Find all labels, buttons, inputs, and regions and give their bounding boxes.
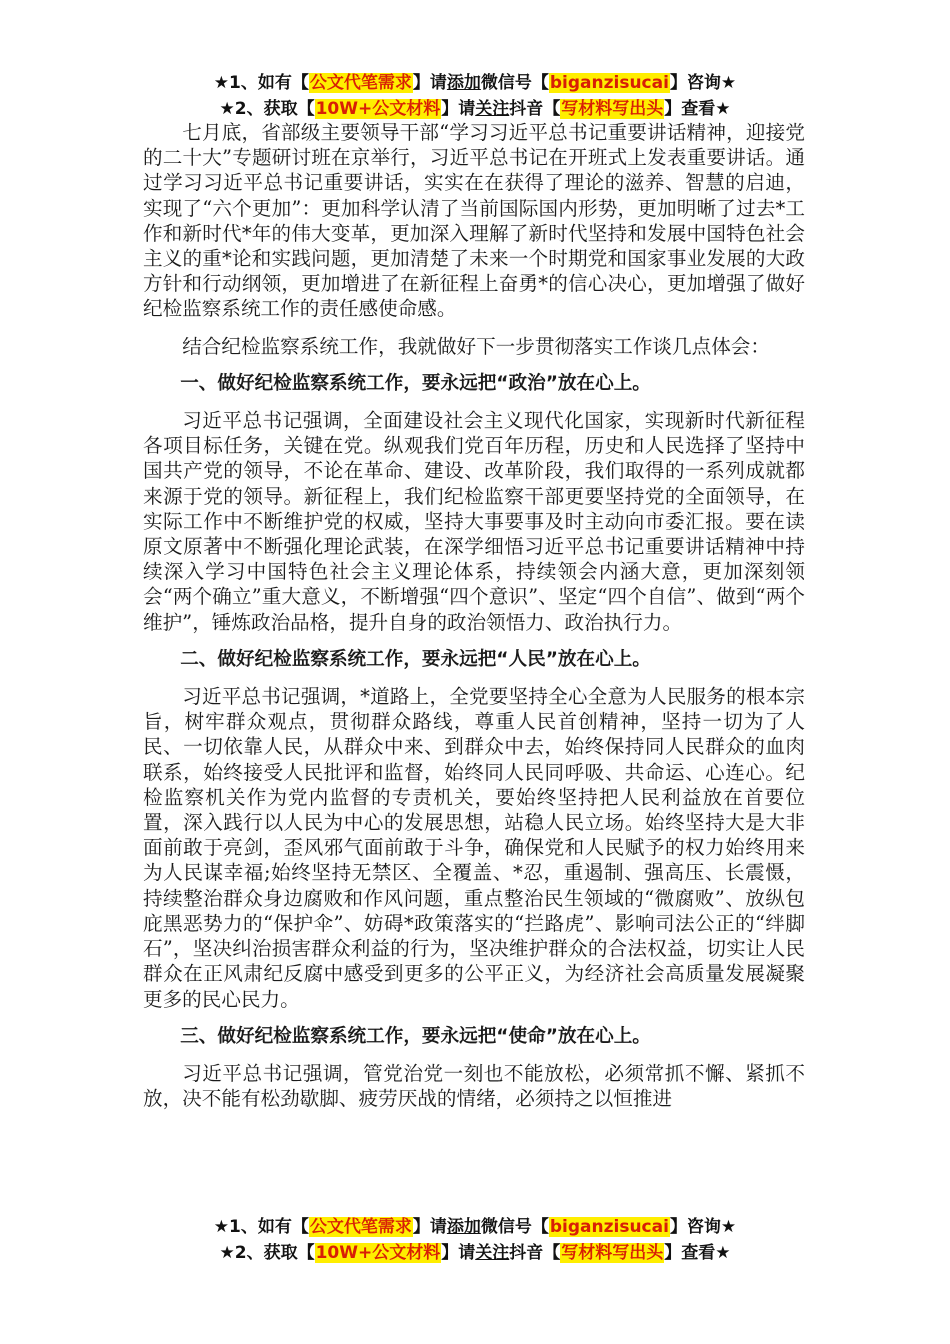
promo-prefix: ★1、如有【 [213,1217,309,1237]
promo-suffix: 】查看★ [664,1243,731,1263]
promo-douyin-id: 写材料写出头 [561,1243,664,1263]
document-body [143,120,805,1111]
promo-prefix: ★1、如有【 [213,73,309,93]
promo-line-1-bottom [0,1214,950,1240]
promo-line-2-bottom [0,1240,950,1266]
promo-suffix: 】咨询★ [669,1217,737,1237]
intro-paragraph: 七月底，省部级主要领导干部“学习习近平总书记重要讲话精神，迎接党的二十大”专题研讨班在京举行，习近平总书记在开班式上发表重要讲话。通过学习习近平总书记重要讲话，实实在在获得了理论的滋养、智慧的启迪，实现了“六个更加”：更加科学认清了当前国际国内形势，更加明晰了过去*工作和新时代*年的伟大变革，更加深入理解了新时代坚持和发展中国特色社会主义的重*论和实践问题，更加清楚了未来一个时期党和国家事业发展的大政方针和行动纲领，更加增进了在新征程上奋勇*的信心决心，更加增强了做好纪检监察系统工作的责任感使命感。 [143,121,805,321]
promo-prefix: ★2、获取【 [219,1243,315,1263]
promo-highlight: 10W+公文材料 [315,99,441,119]
section-3-paragraph: 习近平总书记强调，管党治党一刻也不能放松，必须常抓不懈、紧抓不放，决不能有松劲歇脚、疲劳厌战的情绪，必须持之以恒推进 [143,1061,805,1111]
promo-emphasis: 添加 [446,73,481,93]
promo-suffix: 】查看★ [664,99,731,119]
promo-highlight: 公文代笔需求 [309,1217,412,1237]
promo-text: 微信号【 [480,73,549,93]
promo-line-2-top [0,96,950,122]
promo-emphasis: 添加 [446,1217,481,1237]
section-2-paragraph: 习近平总书记强调，*道路上，全党要坚持全心全意为人民服务的根本宗旨，树牢群众观点，贯彻群众路线，尊重人民首创精神，坚持一切为了人民、一切依靠人民，从群众中来、到群众中去，始终保持同人民群众的血肉联系，始终接受人民批评和监督，始终同人民同呼吸、共命运、心连心。纪检监察机关作为党内监督的专责机关，要始终坚持把人民利益放在首要位置，深入践行以人民为中心的发展思想，站稳人民立场。始终坚持大是大非面前敢于亮剑，歪风邪气面前敢于斗争，确保党和人民赋予的权力始终用来为人民谋幸福;始终坚持无禁区、全覆盖、*忍，重遏制、强高压、长震慑，持续整治群众身边腐败和作风问题，重点整治民生领域的“微腐败”、放纵包庇黑恶势力的“保护伞”、妨碍*政策落实的“拦路虎”、影响司法公正的“绊脚石”，坚决纠治损害群众利益的行为，坚决维护群众的合法权益，切实让人民群众在正风肃纪反腐中感受到更多的公平正义，为经济社会高质量发展凝聚更多的民心民力。 [143,685,805,1011]
promo-highlight: 10W+公文材料 [315,1243,441,1263]
promo-suffix: 】咨询★ [669,73,737,93]
promo-text: 微信号【 [480,1217,549,1237]
promo-highlight: 公文代笔需求 [309,73,412,93]
lead-paragraph: 结合纪检监察系统工作，我就做好下一步贯彻落实工作谈几点体会： [182,334,770,358]
promo-emphasis: 关注 [475,1243,510,1263]
section-2-heading: 二、做好纪检监察系统工作，要永远把“人民”放在心上。 [180,648,651,670]
promo-text: 】请 [412,1217,447,1237]
section-3-heading: 三、做好纪检监察系统工作，要永远把“使命”放在心上。 [180,1025,651,1047]
section-1-heading: 一、做好纪检监察系统工作，要永远把“政治”放在心上。 [180,372,651,394]
promo-text: 】请 [412,73,447,93]
promo-douyin-id: 写材料写出头 [561,99,664,119]
promo-wechat-id: biganzisucai [549,73,669,93]
promo-emphasis: 关注 [475,99,510,119]
promo-text: 抖音【 [509,99,561,119]
section-1-paragraph: 习近平总书记强调，全面建设社会主义现代化国家，实现新时代新征程各项目标任务，关键在党。纵观我们党百年历程，历史和人民选择了坚持中国共产党的领导，不论在革命、建设、改革阶段，我们取得的一系列成就都来源于党的领导。新征程上，我们纪检监察干部更要坚持党的全面领导，在实际工作中不断维护党的权威，坚持大事要事及时主动向市委汇报。要在读原文原著中不断强化理论武装，在深学细悟习近平总书记重要讲话精神中持续深入学习中国特色社会主义理论体系，持续领会内涵大意，更加深刻领会“两个确立”重大意义，不断增强“四个意识”、坚定“四个自信”、做到“两个维护”，锤炼政治品格，提升自身的政治领悟力、政治执行力。 [143,409,805,634]
promo-text: 抖音【 [509,1243,561,1263]
promo-prefix: ★2、获取【 [219,99,315,119]
promo-wechat-id: biganzisucai [549,1217,669,1237]
promo-line-1-top [0,70,950,96]
promo-text: 】请 [441,99,476,119]
promo-text: 】请 [441,1243,476,1263]
